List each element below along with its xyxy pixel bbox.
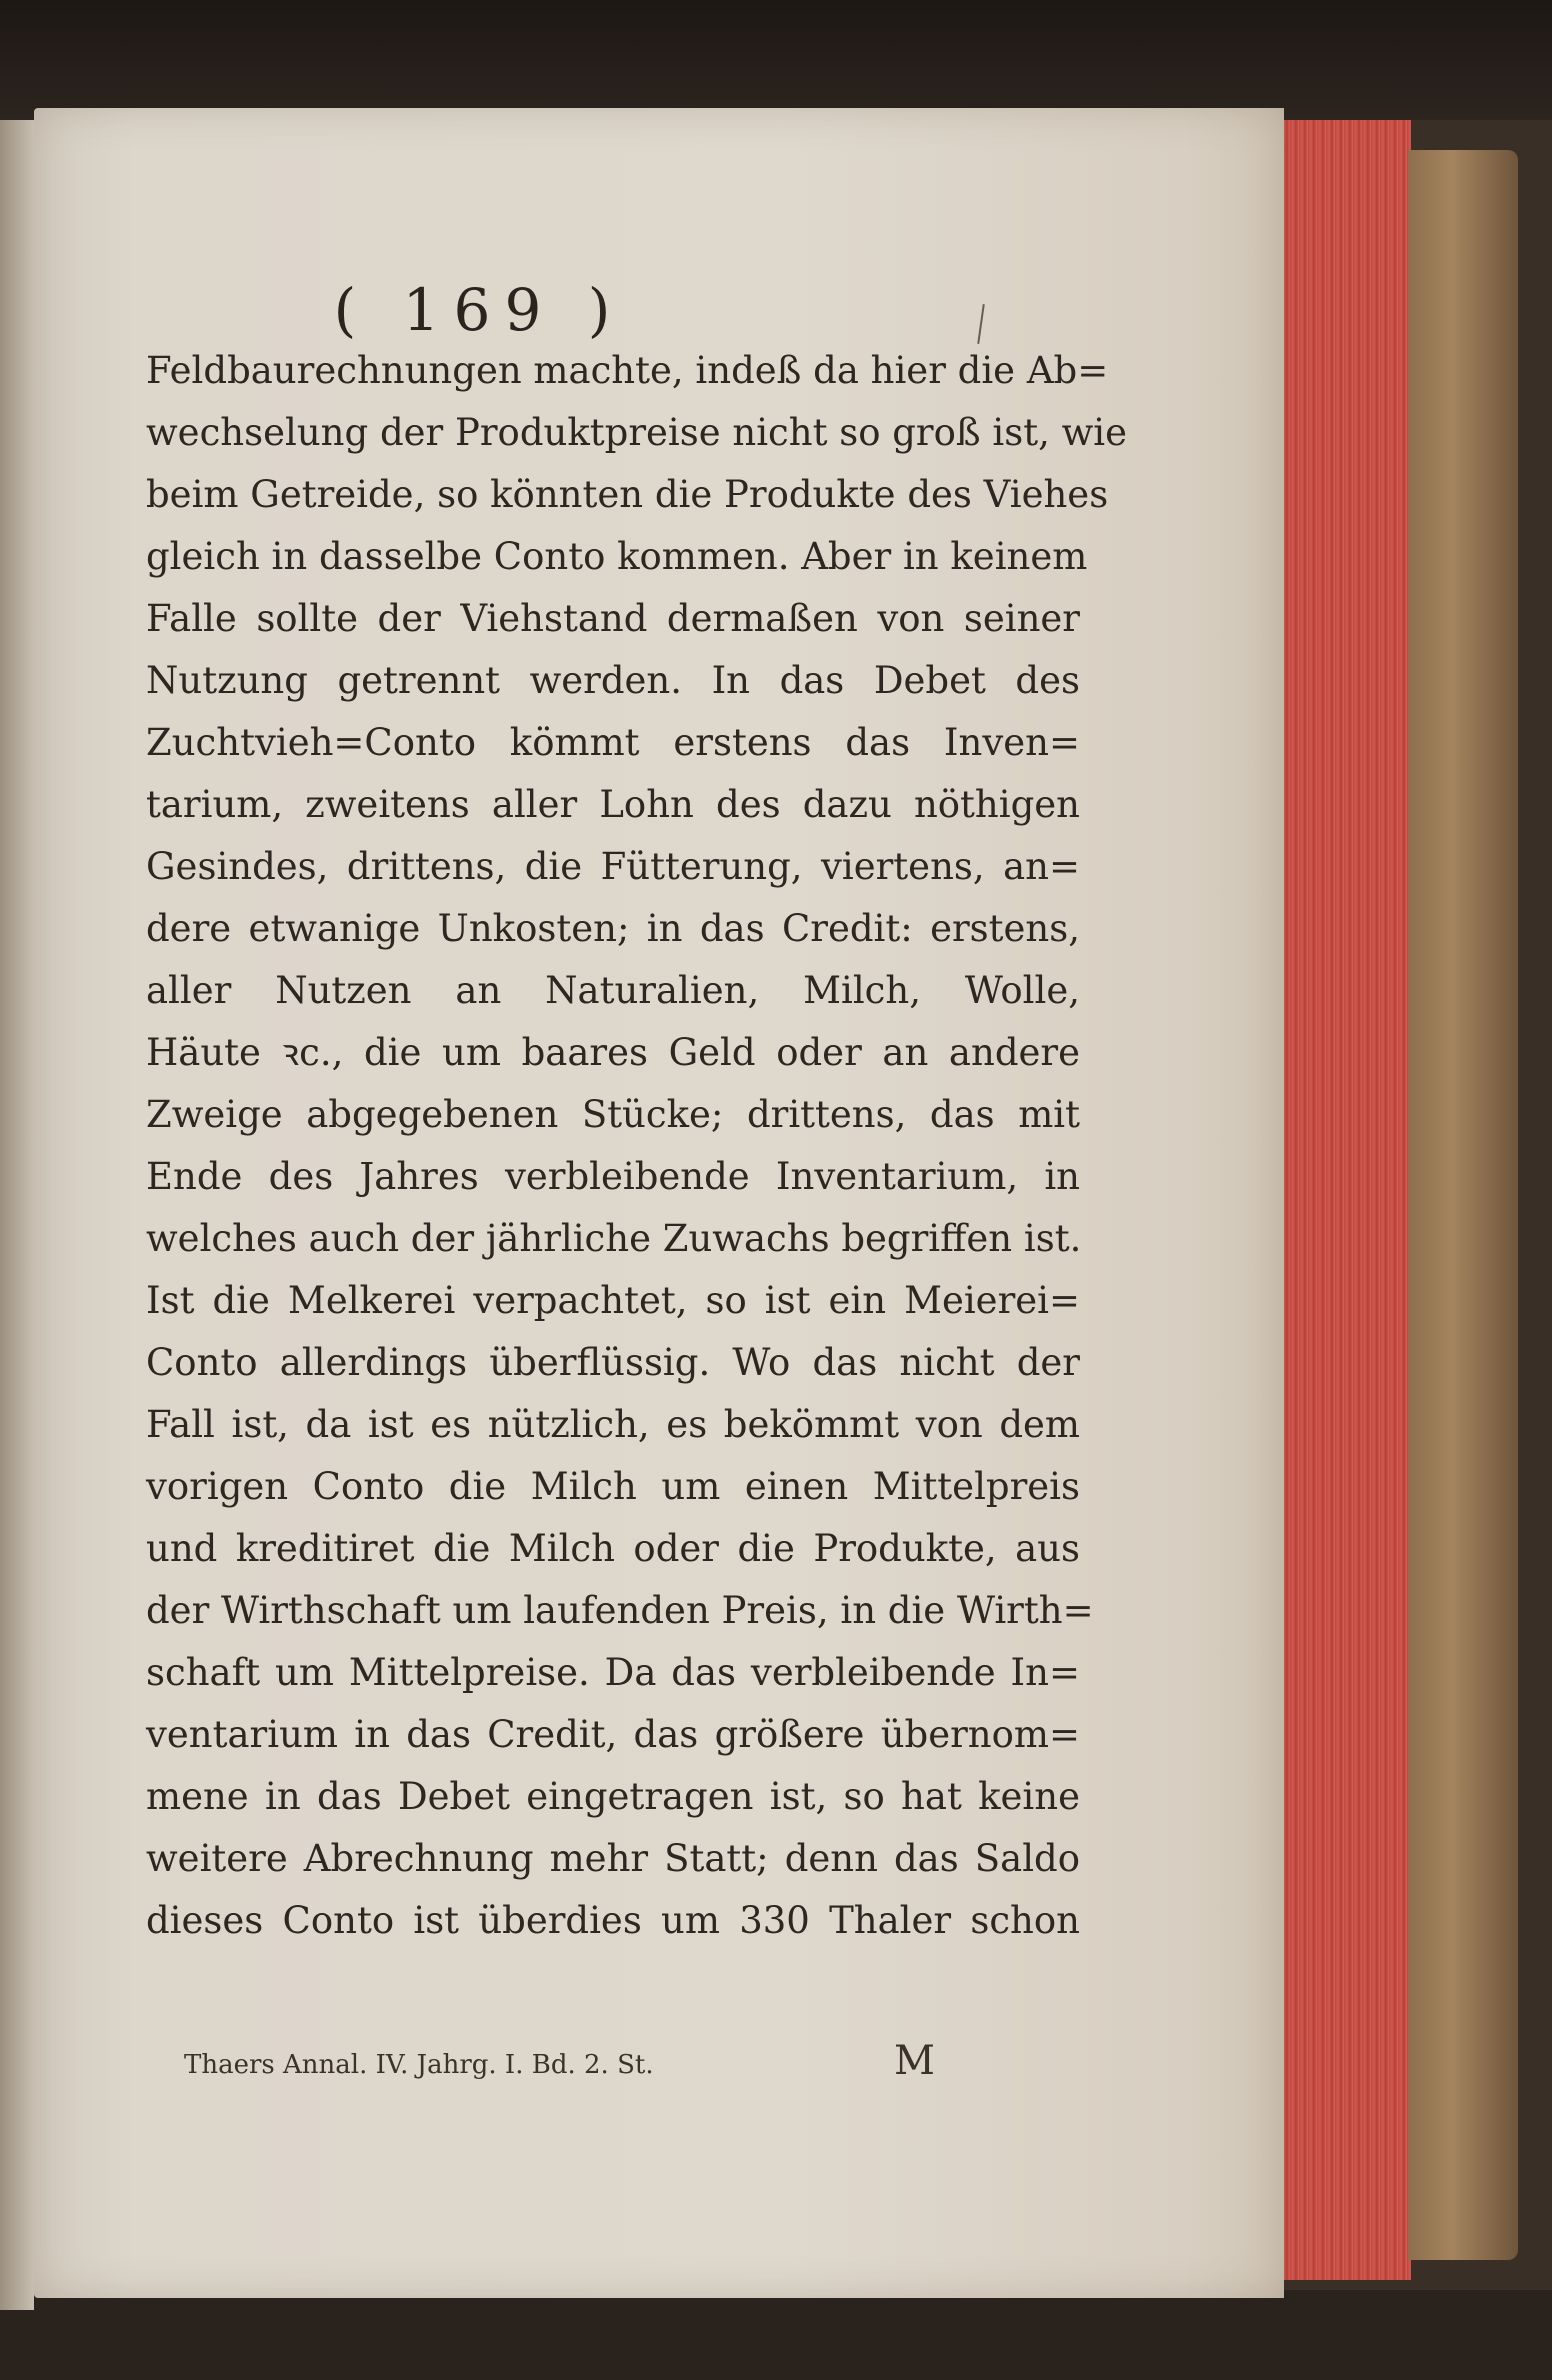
text-line: Falle sollte der Viehstand dermaßen von seiner (146, 597, 1080, 640)
body-text (146, 340, 1127, 1952)
text-line: Conto allerdings überflüssig. Wo das nicht der (146, 1341, 1080, 1384)
text-line: tarium, zweitens aller Lohn des dazu nöthigen (146, 783, 1080, 826)
text-line: dere etwanige Unkosten; in das Credit: erstens, (146, 907, 1080, 950)
text-line: Gesindes, drittens, die Fütterung, viertens, an= (146, 845, 1080, 888)
text-line: gleich in dasselbe Conto kommen. Aber in keinem (146, 535, 1088, 578)
signature-mark: M (894, 2038, 935, 2084)
book-cover (1408, 150, 1518, 2260)
text-line: Zweige abgegebenen Stücke; drittens, das mit (146, 1093, 1080, 1136)
text-line: Häute ꝛc., die um baares Geld oder an andere (146, 1031, 1080, 1074)
text-line: Zuchtvieh=Conto kömmt erstens das Inven= (146, 721, 1080, 764)
previous-page-edge (0, 120, 34, 2310)
text-line: welches auch der jährliche Zuwachs begriffen ist. (146, 1217, 1082, 1260)
text-line: aller Nutzen an Naturalien, Milch, Wolle, (146, 969, 1080, 1012)
text-line: Nutzung getrennt werden. In das Debet des (146, 659, 1080, 702)
text-line: mene in das Debet eingetragen ist, so hat keine (146, 1775, 1080, 1818)
text-line: wechselung der Produktpreise nicht so groß ist, wie (146, 411, 1127, 454)
dark-background (0, 0, 1552, 120)
red-page-edges (1278, 120, 1411, 2280)
text-line: und kreditiret die Milch oder die Produkte, aus (146, 1527, 1080, 1570)
text-line: vorigen Conto die Milch um einen Mittelpreis (146, 1465, 1080, 1508)
book-page (34, 108, 1284, 2298)
page-number: ( 169 ) (333, 276, 625, 344)
text-line: Ist die Melkerei verpachtet, so ist ein Meierei= (146, 1279, 1080, 1322)
text-line: weitere Abrechnung mehr Statt; denn das Saldo (146, 1837, 1080, 1880)
dark-background-bottom (0, 2290, 1552, 2380)
text-line: Feldbaurechnungen machte, indeß da hier die Ab= (146, 349, 1109, 392)
text-line: dieses Conto ist überdies um 330 Thaler schon (146, 1899, 1080, 1942)
text-line: der Wirthschaft um laufenden Preis, in die Wirth= (146, 1589, 1094, 1632)
signature-line: Thaers Annal. IV. Jahrg. I. Bd. 2. St. (184, 2050, 654, 2080)
text-line: ventarium in das Credit, das größere übernom= (146, 1713, 1080, 1756)
text-line: beim Getreide, so könnten die Produkte des Viehes (146, 473, 1109, 516)
text-line: Ende des Jahres verbleibende Inventarium, in (146, 1155, 1080, 1198)
text-line: Fall ist, da ist es nützlich, es bekömmt von dem (146, 1403, 1080, 1446)
text-line: schaft um Mittelpreise. Da das verbleibende In= (146, 1651, 1080, 1694)
